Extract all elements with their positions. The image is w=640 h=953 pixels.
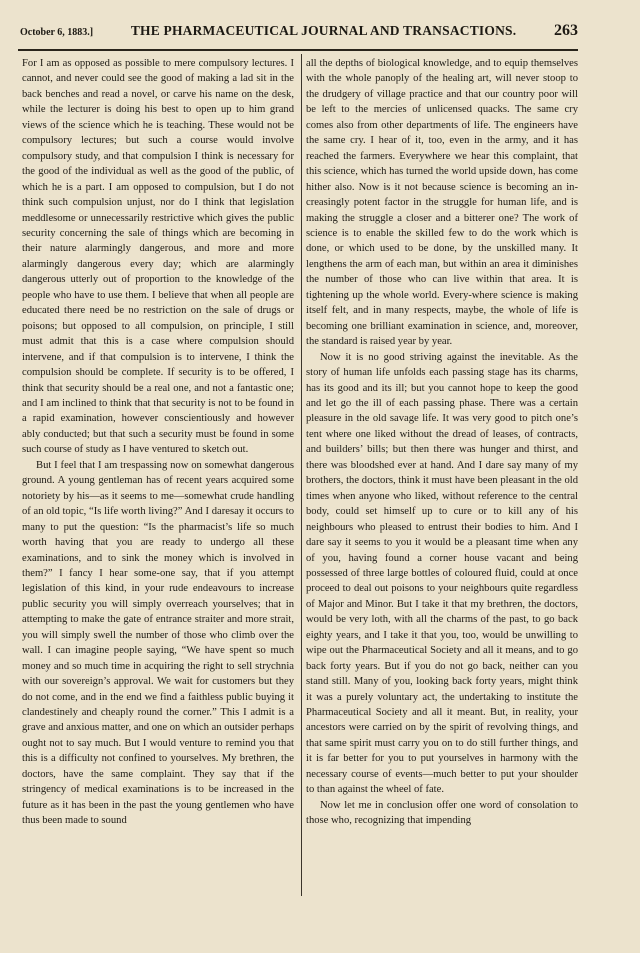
left-column <box>22 56 294 829</box>
paragraph: Now it is no good striving against the inevitable. As the story of human life unfolds each passing stage has its charms, has its good and its ill; but you cannot hope to keep the good and let go the ill of each passing phase. There was a certain pleasure in the old savage life. It was very good to pitch one’s tent where one liked without the dread of leases, of contracts, and builders’ bills; but then there was hunger and thirst, and there was bloodshed ever at hand. And I dare say many of my brothers, the doctors, think it must have been pleasant in the old times when anyone who liked, without reference to the central body, could set himself up to cure or to kill any of his neighbours who pleased to entrust their bodies to him. And I dare say it seems to you it would be a pleasant time when any of you, having found a corner house vacant and being possessed of three large bottles of coloured fluid, could at once proceed to deal out poisons to your neighbours quite regardless of Major and Minor. But I take it that my brethren, the doctors, would be very loth, with all the charms of the past, to go back eighty years, and I take it that you, too, would be unwilling to wipe out the Pharmaceutical Society and all it means, and to go back forty years. But if you do not go back, neither can you stand still. Many of you, looking back forty years, might think it was a purely voluntary act, the undertaking to institute the Pharmaceutical Society and all it meant. But, in reality, your ancestors were carried on by the spirit of revolving things, and that same spirit must carry you on to do still further things, and it is far better for you to put yourselves in harmony with the necessary course of events—much better to put your shoulder to than against the wheel of fate. <box>306 351 578 796</box>
running-header <box>20 22 578 44</box>
paragraph: But I feel that I am trespassing now on somewhat dangerous ground. A young gentleman has of recent years acquired some notoriety by his—as it seems to me—somewhat crude handling of an old topic, “Is life worth living?” And I daresay it occurs to many to put the question: “Is the pharmacist’s life so much worth having that you are ready to undergo all these examinations, and to sink the money which is involved in them?” I fancy I hear some-one say, that if you attempt legislation of this kind, in your rude endeavours to increase public security you will simply overreach yourselves; that in attempting to make the gate of entrance straiter and more strait, you will simply swell the number of those who climb over the wall. I can imagine people saying, “We have spent so much money and so much time in acquiring the right to sell strychnia with our sovereign’s approval. We wait for customers but they do not come, and in the end we find a faithless public buying it clandestinely and cheaply round the corner.” This I admit is a grave and anxious matter, and one on which an outsider perhaps ought not to say much. But I would venture to remind you that this is a difficulty not confined to yourselves. My brethren, the doctors, have the same complaint. They say that if the stringency of medical examinations is to be increased in the future as it has been in the past the young gentlemen who have thus been made to sound <box>22 459 294 827</box>
paragraph: For I am as opposed as possible to mere compulsory lectures. I cannot, and never could see the good of making a lad sit in the back benches and read a novel, or carve his name on the desk, while the lecturer is doing his best to open up to him grand views of the science which he is teaching. These would not be compulsory lectures; but such a course would involve compulsory study, and that compulsion I think is necessary for the good of the individual as well as the good of the public, of which he is a part. I am opposed to compulsion, but I do not think such compulsion unjust, nor do I think that legislation meddlesome or unnecessarily restrictive which gives the public security concerning the sale of things which are becoming in their nature alarmingly dangerous, and more and more alarmingly dangerous every day; which are alarmingly dangerous utterly out of proportion to the knowledge of the people who have to use them. I believe that when all people are educated there need be no restriction on the sale of drugs or poisons; but opposed to all compulsion, on principle, I still must admit that this is a case where compulsion should intervene, and if that compulsion is to intervene, I think the compulsion should be complete. If security is to be offered, I think that security should be a real one, and not a fantastic one; and I am inclined to think that that security is not to be found in a rapid examination, however conscientiously and however ably conducted; but that such a security must be found in some such course of study as I have ventured to sketch out. <box>22 58 294 456</box>
paragraph: all the depths of biological knowledge, and to equip themselves with the whole panoply of the healing art, will never stoop to the drudgery of village practice and that our country poor will be left to the mercies of unlicensed quacks. The same cry comes also from other departments of life. The engineers have the same cry. I hear of it, too, even in the army, and it has reached the farmers. Everywhere we hear this complaint, that this science, which has turned the world upside down, has come hither also. Now is it not because science is becoming an in-creasingly potent factor in the struggle for human life, and is making the struggle a closer and a bitterer one? The work of science is to enable the skilled few to do the work which is done, or which used to be done, by the unskilled many. It lengthens the arm of each man, but within an area it diminishes the number of those who can live within that area. It is tightening up the whole world. Every-where science is making itself felt, and in many respects, maybe, the whole of life is becoming one brilliant examination in science, and, moreover, the standard is raised year by year. <box>306 58 578 348</box>
journal-title: THE PHARMACEUTICAL JOURNAL AND TRANSACTIONS. <box>130 23 517 38</box>
page-number: 263 <box>554 22 578 39</box>
header-rule <box>18 49 578 51</box>
paragraph: Now let me in conclusion offer one word of consolation to those who, recognizing that impending <box>306 799 578 827</box>
column-divider <box>301 54 302 896</box>
issue-date: October 6, 1883.] <box>20 27 94 38</box>
right-column <box>306 56 578 829</box>
